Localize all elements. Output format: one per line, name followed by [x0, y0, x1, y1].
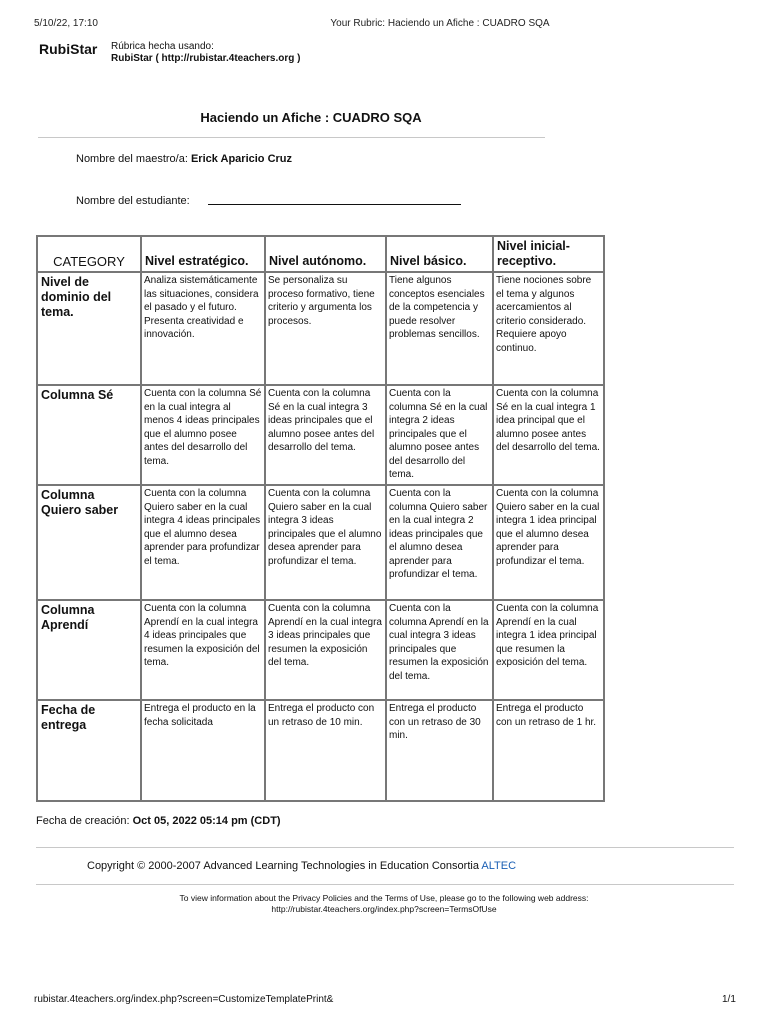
rubric-cell: Cuenta con la columna Quiero saber en la cual integra 2 ideas principales que el alumno desea aprender para profundizar el tema.	[386, 485, 493, 600]
made-using-label: Rúbrica hecha usando:	[111, 41, 214, 52]
print-page-number: 1/1	[722, 994, 736, 1005]
rubric-row	[37, 600, 604, 700]
row-category: Columna Quiero saber	[37, 485, 141, 600]
print-header	[0, 18, 768, 32]
rubric-cell: Cuenta con la columna Aprendí en la cual integra 1 idea principal que resumen la exposición del tema.	[493, 600, 604, 700]
creation-date-label: Fecha de creación:	[36, 815, 130, 827]
print-page-title: Your Rubric: Haciendo un Afiche : CUADRO SQA	[330, 18, 550, 29]
rubric-row	[37, 272, 604, 385]
student-name-line	[208, 204, 461, 205]
document-title: Haciendo un Afiche : CUADRO SQA	[200, 110, 422, 125]
privacy-text: To view information about the Privacy Policies and the Terms of Use, please go to the following web address:	[179, 893, 589, 903]
rubric-cell: Cuenta con la columna Quiero saber en la cual integra 4 ideas principales que el alumno desea aprender para profundizar el tema.	[141, 485, 265, 600]
rubric-cell: Cuenta con la columna Quiero saber en la cual integra 1 idea principal que el alumno desea aprender para profundizar el tema.	[493, 485, 604, 600]
rubric-cell: Se personaliza su proceso formativo, tiene criterio y argumenta los procesos.	[265, 272, 386, 385]
teacher-name	[76, 153, 292, 165]
privacy-notice	[0, 893, 768, 915]
rubric-header-row	[37, 236, 604, 272]
made-using-note	[111, 41, 300, 65]
rubric-cell: Cuenta con la columna Sé en la cual integra 2 ideas principales que el alumno posee antes del desarrollo del tema.	[386, 385, 493, 485]
rubric-row	[37, 385, 604, 485]
print-date: 5/10/22, 17:10	[34, 18, 98, 29]
student-label: Nombre del estudiante:	[76, 195, 190, 207]
rubric-cell: Cuenta con la columna Aprendí en la cual integra 3 ideas principales que resumen la exposición del tema.	[386, 600, 493, 700]
row-category: Columna Sé	[37, 385, 141, 485]
rubric-table	[36, 235, 605, 802]
student-name	[76, 195, 190, 207]
rubric-cell: Entrega el producto con un retraso de 1 hr.	[493, 700, 604, 801]
rubric-row	[37, 700, 604, 801]
rubric-cell: Analiza sistemáticamente las situaciones, considera el pasado y el futuro. Presenta creatividad e innovación.	[141, 272, 265, 385]
rubric-cell: Cuenta con la columna Sé en la cual integra al menos 4 ideas principales que el alumno posee antes del desarrollo del tema.	[141, 385, 265, 485]
rubric-cell: Entrega el producto con un retraso de 30 min.	[386, 700, 493, 801]
copyright-notice	[87, 860, 516, 872]
header-nivel-basico: Nivel básico.	[386, 236, 493, 272]
rubric-cell: Cuenta con la columna Sé en la cual integra 1 idea principal que el alumno posee antes del desarrollo del tema.	[493, 385, 604, 485]
rubric-cell: Cuenta con la columna Aprendí en la cual integra 4 ideas principales que resumen la exposición del tema.	[141, 600, 265, 700]
rubric-cell: Cuenta con la columna Aprendí en la cual integra 3 ideas principales que resumen la exposición del tema.	[265, 600, 386, 700]
copyright-text: Copyright © 2000-2007 Advanced Learning Technologies in Education Consortia	[87, 860, 479, 872]
creation-date-value: Oct 05, 2022 05:14 pm (CDT)	[132, 815, 281, 827]
creation-date	[36, 815, 281, 827]
print-footer-url: rubistar.4teachers.org/index.php?screen=CustomizeTemplatePrint&	[34, 994, 334, 1005]
rubric-cell: Entrega el producto en la fecha solicitada	[141, 700, 265, 801]
rubistar-logo: RubiStar	[39, 41, 98, 57]
title-divider	[38, 137, 545, 138]
header-nivel-autonomo: Nivel autónomo.	[265, 236, 386, 272]
rubric-row	[37, 485, 604, 600]
terms-link[interactable]: http://rubistar.4teachers.org/index.php?screen=TermsOfUse	[271, 904, 497, 914]
rubric-cell: Cuenta con la columna Quiero saber en la cual integra 3 ideas principales que el alumno desea aprender para profundizar el tema.	[265, 485, 386, 600]
header-category: CATEGORY	[37, 236, 141, 272]
altec-link[interactable]: ALTEC	[481, 860, 517, 872]
rubistar-link[interactable]: RubiStar ( http://rubistar.4teachers.org )	[111, 53, 301, 64]
footer-divider-bottom	[36, 884, 734, 885]
rubric-cell: Entrega el producto con un retraso de 10 min.	[265, 700, 386, 801]
header-nivel-estrategico: Nivel estratégico.	[141, 236, 265, 272]
rubric-cell: Tiene nociones sobre el tema y algunos acercamientos al criterio considerado. Requiere apoyo continuo.	[493, 272, 604, 385]
rubric-cell: Tiene algunos conceptos esenciales de la competencia y puede resolver problemas sencillos.	[386, 272, 493, 385]
row-category: Columna Aprendí	[37, 600, 141, 700]
footer-divider-top	[36, 847, 734, 848]
teacher-value: Erick Aparicio Cruz	[190, 153, 293, 165]
teacher-label: Nombre del maestro/a:	[76, 153, 188, 165]
row-category: Fecha de entrega	[37, 700, 141, 801]
row-category: Nivel de dominio del tema.	[37, 272, 141, 385]
header-nivel-inicial: Nivel inicial-receptivo.	[493, 236, 604, 272]
rubric-cell: Cuenta con la columna Sé en la cual integra 3 ideas principales que el alumno posee antes del desarrollo del tema.	[265, 385, 386, 485]
